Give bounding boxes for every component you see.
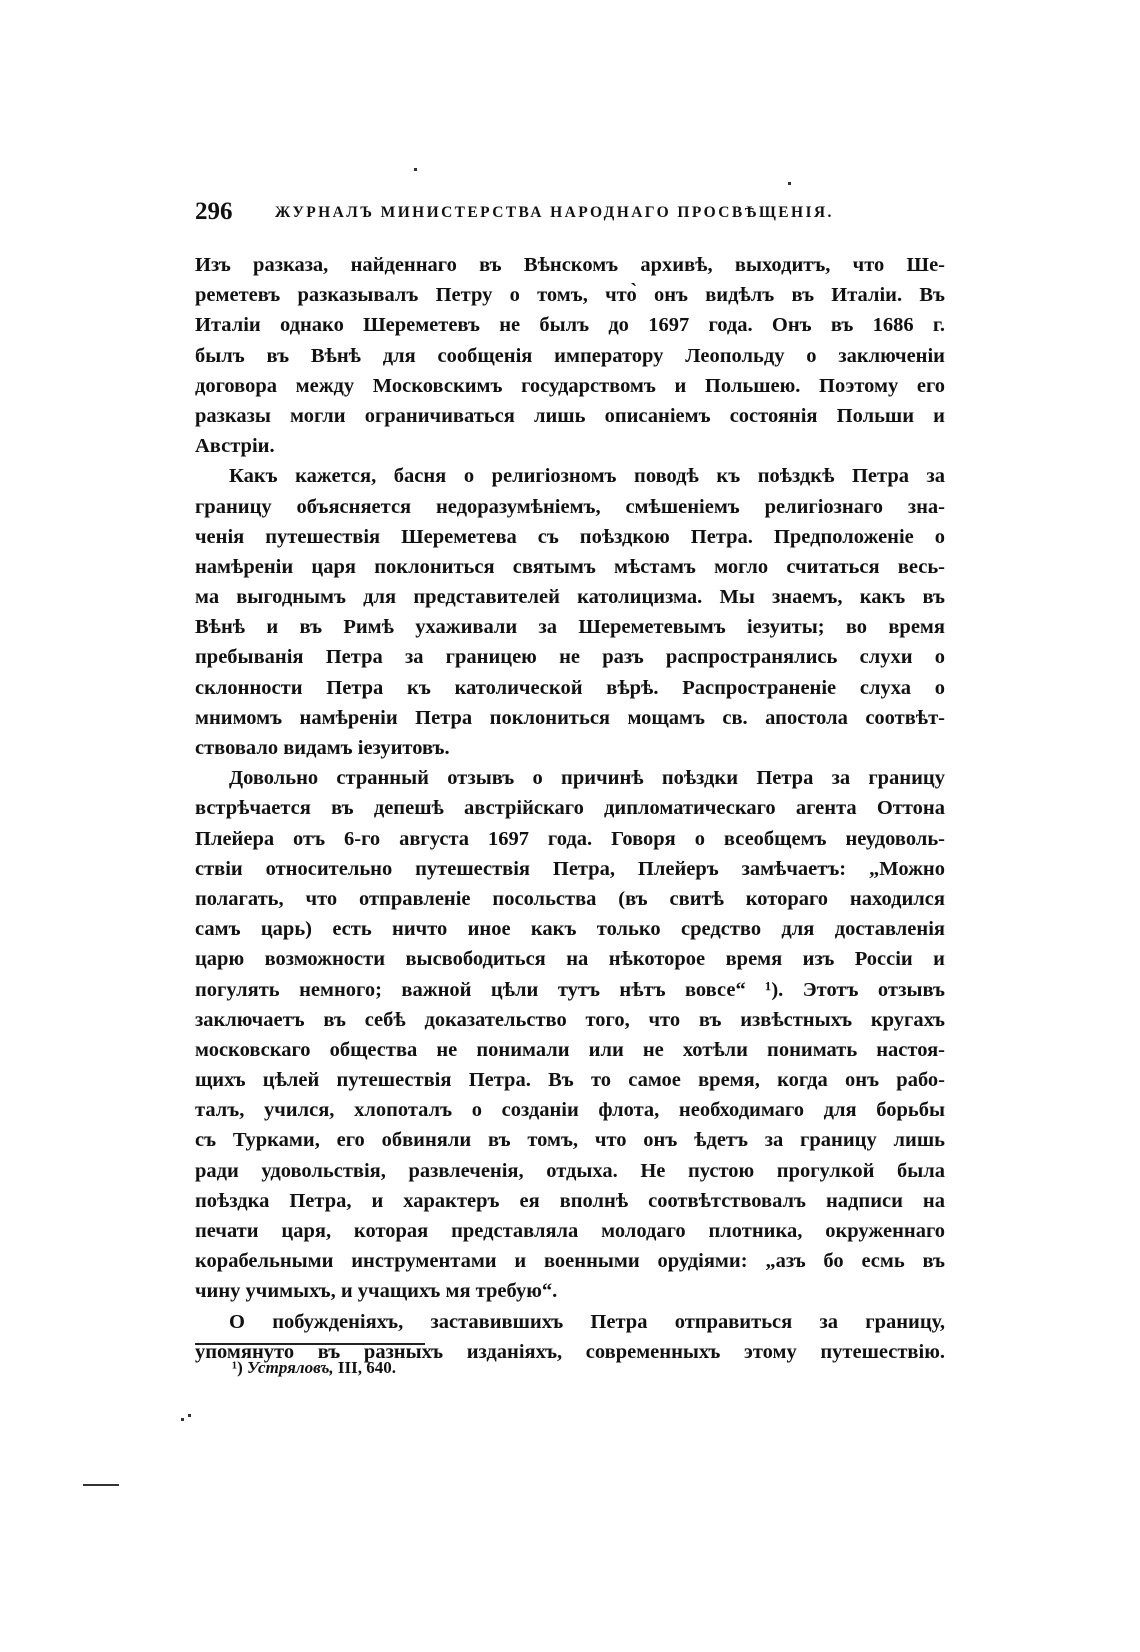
footnote bbox=[232, 1356, 396, 1380]
text-line: царю возможности высвободиться на нѣкоторое время изъ Россіи и bbox=[195, 948, 945, 971]
scan-speck bbox=[181, 1418, 184, 1421]
scan-dash bbox=[83, 1484, 119, 1486]
footnote-reference: III, 640. bbox=[337, 1358, 397, 1377]
page-number: 296 bbox=[195, 198, 233, 225]
text-line: ченія путешествія Шереметева съ поѣздкою Петра. Предположеніе о bbox=[195, 525, 945, 548]
page-header bbox=[195, 197, 945, 227]
text-line: Довольно странный отзывъ о причинѣ поѣздки Петра за границу bbox=[229, 767, 945, 790]
text-line: ради удовольствія, развлеченія, отдыха. Не пустою прогулкой была bbox=[195, 1159, 945, 1182]
text-line: Италіи однако Шереметевъ не былъ до 1697 года. Онъ въ 1686 г. bbox=[195, 314, 945, 337]
text-line: самъ царь) есть ничто иное какъ только средство для доставленія bbox=[195, 918, 945, 941]
text-line: чину учимыхъ, и учащихъ мя требую“. bbox=[195, 1280, 558, 1303]
text-line: ствовало видамъ іезуитовъ. bbox=[195, 737, 450, 759]
text-line: разказы могли ограничиваться лишь описаніемъ состоянія Польши и bbox=[195, 404, 945, 427]
footnote-marker: ¹) bbox=[232, 1358, 243, 1377]
text-line: заключаетъ въ себѣ доказательство того, что въ извѣстныхъ кругахъ bbox=[195, 1008, 945, 1031]
text-line: полагать, что отправленіе посольства (въ свитѣ котораго находился bbox=[195, 887, 945, 910]
text-line: ма выгоднымъ для представителей католицизма. Мы знаемъ, какъ въ bbox=[195, 586, 945, 609]
text-line: реметевъ разказывалъ Петру о томъ, что̀ онъ видѣлъ въ Италіи. Въ bbox=[195, 284, 945, 307]
text-line: договора между Московскимъ государствомъ и Польшею. Поэтому его bbox=[195, 374, 945, 397]
scan-speck bbox=[188, 1414, 191, 1417]
text-line: ствіи относительно путешествія Петра, Плейеръ замѣчаетъ: „Можно bbox=[195, 857, 945, 880]
scan-speck bbox=[414, 168, 417, 171]
text-line: былъ въ Вѣнѣ для сообщенія императору Леопольду о заключеніи bbox=[195, 344, 945, 367]
text-line: встрѣчается въ депешѣ австрійскаго дипломатическаго агента Оттона bbox=[195, 797, 945, 820]
text-line: поѣздка Петра, и характеръ ея вполнѣ соотвѣтствовалъ надписи на bbox=[195, 1189, 945, 1212]
text-line: намѣреніи царя поклониться святымъ мѣстамъ могло считаться весь- bbox=[195, 555, 945, 578]
text-line: мнимомъ намѣреніи Петра поклониться мощамъ св. апостола соотвѣт- bbox=[195, 706, 945, 729]
text-line: Австріи. bbox=[195, 435, 275, 458]
scan-speck bbox=[788, 182, 791, 185]
body-text bbox=[195, 250, 945, 1367]
text-line: Вѣнѣ и въ Римѣ ухаживали за Шереметевымъ іезуиты; во время bbox=[195, 616, 945, 639]
text-line: съ Турками, его обвиняли въ томъ, что онъ ѣдетъ за границу лишь bbox=[195, 1129, 945, 1152]
text-line: Плейера отъ 6-го августа 1697 года. Говоря о всеобщемъ неудоволь- bbox=[195, 827, 945, 850]
text-line: пребыванія Петра за границею не разъ распространялись слухи о bbox=[195, 646, 945, 669]
text-line: московскаго общества не понимали или не хотѣли понимать настоя- bbox=[195, 1038, 945, 1061]
running-head: ЖУРНАЛЪ МИНИСТЕРСТВА НАРОДНАГО ПРОСВѢЩЕНІЯ. bbox=[275, 204, 834, 221]
text-line: талъ, учился, хлопоталъ о созданіи флота, необходимаго для борьбы bbox=[195, 1099, 945, 1122]
text-line: погулять немного; важной цѣли тутъ нѣтъ вовсе“ ¹). Этотъ отзывъ bbox=[195, 978, 945, 1001]
text-line: склонности Петра къ католической вѣрѣ. Распространеніе слуха о bbox=[195, 676, 945, 699]
text-line: щихъ цѣлей путешествія Петра. Въ то самое время, когда онъ рабо- bbox=[195, 1069, 945, 1092]
text-line: печати царя, которая представляла молодаго плотника, окруженнаго bbox=[195, 1220, 945, 1242]
footnote-author: Устряловъ, bbox=[247, 1358, 334, 1377]
text-line: границу объясняется недоразумѣніемъ, смѣшеніемъ религіознаго зна- bbox=[195, 495, 945, 518]
footnote-rule bbox=[195, 1343, 425, 1345]
text-line: упомянуто въ разныхъ изданіяхъ, современныхъ этому путешествію. bbox=[195, 1340, 945, 1363]
text-line: О побужденіяхъ, заставившихъ Петра отправиться за границу, bbox=[229, 1310, 945, 1333]
text-line: Изъ разказа, найденнаго въ Вѣнскомъ архивѣ, выходитъ, что Ше- bbox=[195, 254, 945, 276]
text-line: корабельными инструментами и военными орудіями: „азъ бо есмь въ bbox=[195, 1250, 945, 1273]
text-line: Какъ кажется, басня о религіозномъ поводѣ къ поѣздкѣ Петра за bbox=[229, 465, 945, 488]
